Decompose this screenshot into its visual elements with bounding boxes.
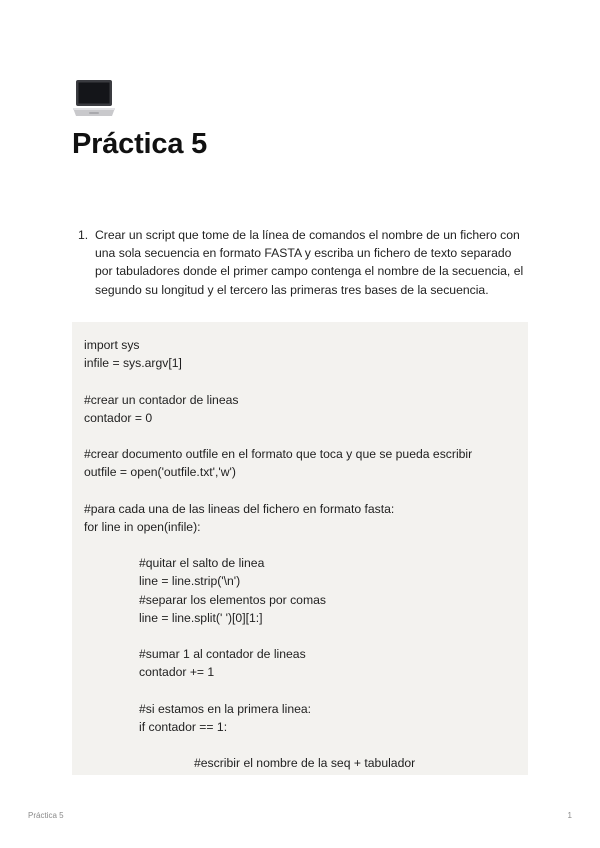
code-line: #separar los elementos por comas bbox=[139, 592, 326, 607]
code-line bbox=[84, 536, 516, 554]
code-line: #sumar 1 al contador de lineas bbox=[139, 647, 306, 662]
code-line: for line in open(infile): bbox=[84, 519, 201, 534]
code-line: contador += 1 bbox=[139, 665, 215, 680]
code-line: outfile = open('outfile.txt','w') bbox=[84, 465, 236, 480]
code-line bbox=[84, 427, 516, 445]
code-line: #escribir el nombre de la seq + tabulador bbox=[194, 756, 416, 771]
code-line bbox=[84, 482, 516, 500]
code-line: #quitar el salto de linea bbox=[139, 556, 265, 571]
list-item-number: 1. bbox=[78, 228, 89, 242]
footer-page-number: 1 bbox=[567, 811, 572, 820]
code-line: infile = sys.argv[1] bbox=[84, 356, 182, 371]
code-line: line = line.strip('\n') bbox=[139, 574, 241, 589]
code-line: import sys bbox=[84, 338, 140, 352]
code-line bbox=[84, 627, 516, 645]
code-line: if contador == 1: bbox=[139, 719, 228, 734]
code-line bbox=[84, 682, 516, 700]
task-list bbox=[78, 226, 530, 299]
code-line: #si estamos en la primera linea: bbox=[139, 701, 312, 716]
code-block bbox=[72, 322, 528, 775]
code-line: #crear documento outfile en el formato que toca y que se pueda escribir bbox=[84, 447, 473, 462]
footer-title: Práctica 5 bbox=[28, 811, 64, 820]
laptop-icon bbox=[72, 78, 116, 122]
code-line bbox=[84, 372, 516, 390]
code-line: line = line.split(' ')[0][1:] bbox=[139, 610, 263, 625]
code-line bbox=[84, 736, 516, 754]
page-title: Práctica 5 bbox=[72, 128, 208, 160]
code-line: #para cada una de las lineas del fichero en formato fasta: bbox=[84, 501, 395, 516]
list-item-text: Crear un script que tome de la línea de comandos el nombre de un fichero con una sola secuencia en formato FASTA y escriba un fichero de texto separado por tabuladores donde el primer campo contenga el nombre de la secuencia, el segundo su longitud y el tercero las primeras tres bases de la secuencia. bbox=[95, 228, 524, 297]
list-item bbox=[78, 226, 530, 299]
code-line: #crear un contador de lineas bbox=[84, 392, 239, 407]
code-line: contador = 0 bbox=[84, 410, 153, 425]
